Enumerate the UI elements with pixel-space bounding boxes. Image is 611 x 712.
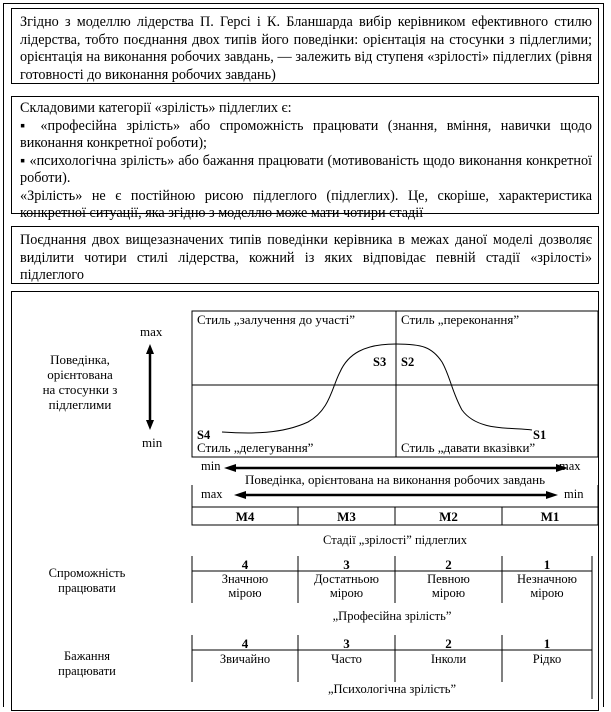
ability-label: Спроможність працювати [48,566,126,595]
ability-degree-3: Достатньою мірою [314,572,379,600]
ability-level-3: 3 [343,557,350,572]
ability-caption: „Професійна зрілість” [332,609,452,623]
willingness-frequency-1: Рідко [532,652,562,666]
intro-box [11,8,599,84]
relationship-axis-min: min [142,435,163,450]
willingness-level-1: 1 [543,636,551,651]
ability-degree-4: Значною мірою [221,572,269,600]
maturity-box [11,96,599,221]
ability-degree-1: Незначною мірою [517,572,577,600]
ability-level-1: 1 [543,557,551,572]
ability-degree-2: Певною мірою [427,572,470,600]
arrow-right-icon [546,491,558,499]
task-axis-min: min [201,459,221,473]
stages-caption: Стадії „зрілості” підлеглих [323,533,467,547]
willingness-frequency-3: Часто [331,652,362,666]
style-code-s1: S1 [533,428,547,442]
maturity-item-psychological: ▪ «психологічна зрілість» або бажання працювати (мотивованість щодо виконання конкретної роботи). [20,152,592,186]
combination-paragraph: Поєднання двох вищезазначених типів поведінки керівника в межах даної моделі дозволяє виділити чотири стилі лідерства, кожний із яких відповідає певній стадії «зрілості» підлеглого [20,232,592,283]
stage-m2: M2 [439,509,458,524]
willingness-label: Бажання працювати [58,649,116,678]
stage-m1: M1 [540,509,560,524]
style-code-s4: S4 [197,428,211,442]
style-code-s3: S3 [373,355,387,369]
intro-paragraph: Згідно з моделлю лідерства П. Герсі і К. Бланшарда вибір керівником ефективного стилю лідерства, тобто поєднання двох типів його поведінки: орієнтація на стосунки з підлеглими; орієнтація на виконання робочих завдань, — залежить від ступеня «зрілості» підлеглих (рівня готовності до виконання робочих завдань) [20,14,592,83]
model-diagram-box [11,291,599,711]
maturity-item-professional: ▪ «професійна зрілість» або спроможність працювати (знання, вміння, навички щодо виконання конкретної роботи); [20,117,592,151]
relationship-axis-max: max [140,324,163,339]
maturity-lead: Складовими категорії «зрілість» підлеглих є: [20,100,292,116]
task-axis-label: Поведінка, орієнтована на виконання робочих завдань [244,472,546,487]
relationship-axis-label: Поведінка, орієнтована на стосунки з підлеглими [42,352,118,412]
maturity-note: «Зрілість» не є постійною рисою підлеглого (підлеглих). Це, скоріше, характеристика конкретної ситуації, яка згідно з моделлю може мати чотири стадії [20,187,592,221]
stage-m4: M4 [235,509,255,524]
quadrant-delegating-label: Стиль „делегування” [197,440,314,455]
style-code-s2: S2 [401,355,415,369]
ability-level-4: 4 [241,557,249,572]
maturity-axis-max: max [201,487,223,501]
ability-level-2: 2 [445,557,452,572]
arrow-down-icon [146,420,154,430]
quadrant-telling-label: Стиль „давати вказівки” [401,440,536,455]
willingness-level-3: 3 [343,636,350,651]
willingness-level-2: 2 [445,636,452,651]
willingness-frequency-2: Інколи [430,652,467,666]
willingness-level-4: 4 [241,636,249,651]
arrow-up-icon [146,344,154,354]
arrow-left-icon [234,491,246,499]
stage-m3: M3 [337,509,356,524]
quadrant-participating-label: Стиль „залучення до участі” [197,312,356,327]
task-axis-max: max [559,459,581,473]
quadrant-selling-label: Стиль „переконання” [401,312,520,327]
willingness-frequency-4: Звичайно [219,652,271,666]
willingness-caption: „Психологічна зрілість” [327,682,457,696]
maturity-axis-min: min [564,487,584,501]
combination-box [11,226,599,284]
